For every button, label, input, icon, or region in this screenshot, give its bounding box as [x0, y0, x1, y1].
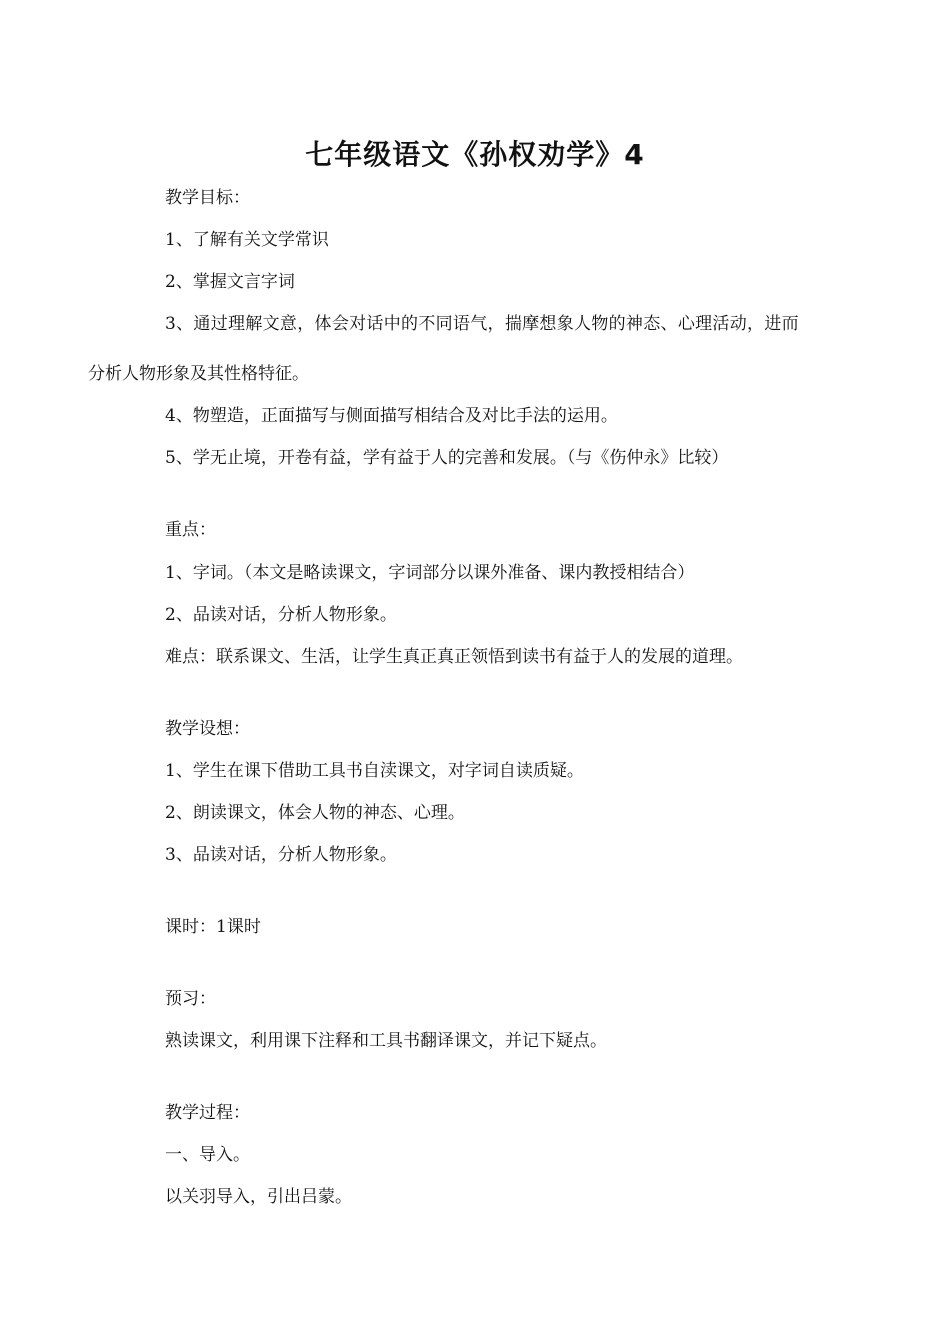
- text-line: 重点：: [165, 520, 216, 540]
- text-line: 1、学生在课下借助工具书自渎课文，对字词自读质疑。: [165, 761, 584, 781]
- text-line: 一、导入。: [165, 1145, 250, 1165]
- document-title: 七年级语文《孙权劝学》4: [305, 138, 645, 171]
- text-line: 4、物塑造，正面描写与侧面描写相结合及对比手法的运用。: [165, 406, 618, 426]
- text-line: 3、通过理解文意，体会对话中的不同语气，揣摩想象人物的神态、心理活动，进而: [165, 314, 799, 334]
- text-line: 教学目标：: [165, 188, 250, 208]
- text-line: 2、品读对话，分析人物形象。: [165, 605, 397, 625]
- text-line: 分析人物形象及其性格特征。: [88, 364, 309, 384]
- text-line: 2、朗读课文，体会人物的神态、心理。: [165, 803, 465, 823]
- text-line: 预习：: [165, 989, 216, 1009]
- text-line: 教学过程：: [165, 1103, 250, 1123]
- text-line: 2、掌握文言字词: [165, 272, 295, 292]
- text-line: 课时：1课时: [165, 917, 261, 937]
- text-line: 1、了解有关文学常识: [165, 230, 329, 250]
- text-line: 以关羽导入，引出吕蒙。: [165, 1187, 352, 1207]
- text-line: 难点：联系课文、生活，让学生真正真正领悟到读书有益于人的发展的道理。: [165, 647, 743, 667]
- text-line: 熟读课文，利用课下注释和工具书翻译课文，并记下疑点。: [165, 1031, 607, 1051]
- text-line: 1、字词。（本文是略读课文，字词部分以课外准备、课内教授相结合）: [165, 563, 695, 583]
- text-line: 5、学无止境，开卷有益，学有益于人的完善和发展。（与《伤仲永》比较）: [165, 448, 729, 468]
- text-line: 3、品读对话，分析人物形象。: [165, 845, 397, 865]
- text-line: 教学设想：: [165, 719, 250, 739]
